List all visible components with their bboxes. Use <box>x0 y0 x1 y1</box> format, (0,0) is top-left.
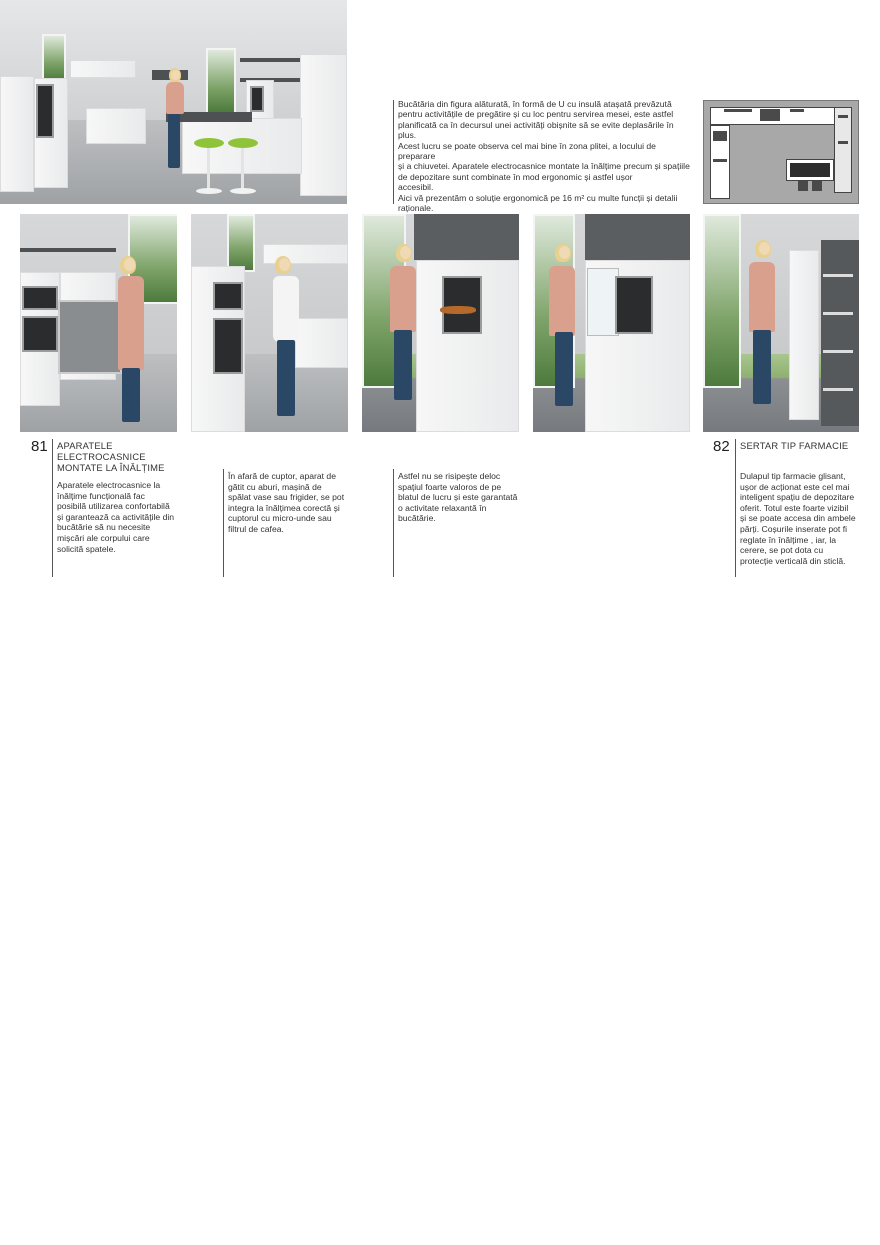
steam-oven-photo <box>191 214 348 432</box>
oven-photo <box>362 214 519 432</box>
section-number-82: 82 <box>713 438 730 455</box>
section-82-divider <box>735 439 736 577</box>
section-number-81: 81 <box>31 438 48 455</box>
dishwasher-photo <box>20 214 177 432</box>
column-2-divider <box>223 469 224 577</box>
section-81-divider <box>52 439 53 577</box>
section-82-heading: SERTAR TIP FARMACIE <box>740 440 849 451</box>
kitchen-hero-photo <box>0 0 347 204</box>
column-3-divider <box>393 469 394 577</box>
column-2-body: În afară de cuptor, aparat de gătit cu aburi, mașină de spălat vase sau frigider, se pot integra la înălțimea corectă și cuptorul cu micro-unde sau filtrul de cafea. <box>228 471 345 534</box>
intro-paragraph: Bucătăria din figura alăturată, în formă de U cu insulă atașată prevăzută pentru activitățile de pregătire și cu loc pentru servirea mesei, este astfel planificată ca în decursul unei activități obișnite să se evite deplasările în plus. Acest lucru se poate observa cel mai bine în zona plitei, a locului de preparare și a chiuvetei. Aparatele electrocasnice montate la înălțime precum și spațiile de depozitare sunt combinate în mod ergonomic și astfel ușor accesibil. Aici vă prezentăm o soluție ergonomică pe 16 m² cu multe funcții și detalii raționale. <box>398 99 690 214</box>
section-81-body: Aparatele electrocasnice la înălțime funcțională fac posibilă utilizarea confortabilă și garantează ca activitățile din bucătărie să nu necesite mișcări ale corpului care solicită spatele. <box>57 480 175 554</box>
pantry-pullout-photo <box>703 214 859 432</box>
intro-divider <box>393 100 394 204</box>
column-3-body: Astfel nu se risipește deloc spațiul foarte valoros de pe blatul de lucru și este garantată o activitate relaxantă în bucătărie. <box>398 471 518 524</box>
fridge-photo <box>533 214 690 432</box>
section-81-heading: APARATELE ELECTROCASNICE MONTATE LA ÎNĂLȚIME <box>57 440 165 474</box>
section-82-body: Dulapul tip farmacie glisant, ușor de acționat este cel mai inteligent spațiu de depozitare oferit. Totul este foarte vizibil și se poate accesa din ambele părți. Coșurile inserate pot fi reglate în înălțime , iar, la cerere, se pot dota cu protecție verticală din sticlă. <box>740 471 856 566</box>
kitchen-floor-plan <box>703 100 859 204</box>
